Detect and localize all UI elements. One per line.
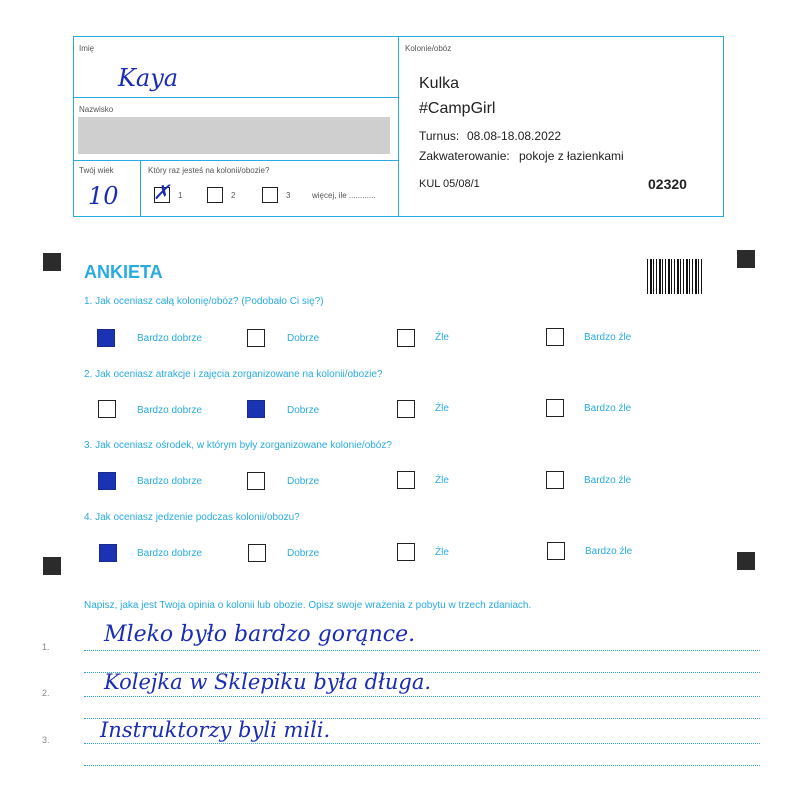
opinion-dotted-line — [84, 743, 760, 744]
q4-option-zle: Źle — [435, 547, 449, 558]
opinion-line-2[interactable]: Kolejka w Sklepiku była długa. — [104, 670, 432, 694]
barcode — [647, 259, 702, 294]
imie-label: Imię — [79, 44, 95, 53]
kolonia-label: Kolonie/obóz — [405, 44, 452, 53]
q4-checkbox-zle[interactable] — [397, 543, 415, 561]
q1-option-zle: Źle — [435, 332, 449, 343]
opinion-line-3[interactable]: Instruktorzy byli mili. — [100, 718, 331, 742]
header-divider-age-vertical — [140, 160, 141, 217]
zakwaterowanie-value: pokoje z łazienkami — [519, 149, 624, 163]
wiek-value[interactable]: 10 — [88, 182, 119, 210]
question-1: 1. Jak oceniasz całą kolonię/obóz? (Podobało Ci się?) — [84, 296, 324, 307]
q4-checkbox-dobrze[interactable] — [248, 544, 266, 562]
nazwisko-redacted — [78, 117, 390, 154]
q2-option-bardzo-dobrze: Bardzo dobrze — [137, 405, 203, 416]
turnus-value: 08.08-18.08.2022 — [467, 129, 562, 143]
check-mark-icon: ✗ — [153, 180, 170, 204]
q2-option-bardzo-zle: Bardzo źle — [584, 403, 632, 414]
registration-mark-top-right — [737, 250, 755, 268]
opinion-dotted-line — [84, 765, 760, 766]
q1-checkbox-bardzo-dobrze[interactable] — [97, 329, 115, 347]
q3-option-bardzo-zle: Bardzo źle — [584, 475, 632, 486]
q2-checkbox-bardzo-zle[interactable] — [546, 399, 564, 417]
survey-title: ANKIETA — [84, 262, 163, 282]
q2-checkbox-dobrze[interactable] — [247, 400, 265, 418]
opinion-line-number-3: 3. — [42, 735, 50, 745]
ktory-raz-option-3: 3 — [286, 191, 291, 200]
wiek-label: Twój wiek — [79, 166, 114, 175]
q3-option-bardzo-dobrze: Bardzo dobrze — [137, 476, 203, 487]
q3-option-dobrze: Dobrze — [287, 476, 320, 487]
ktory-raz-option-2: 2 — [231, 191, 236, 200]
question-3: 3. Jak oceniasz ośrodek, w którym były zorganizowane kolonie/obóz? — [84, 440, 392, 451]
q1-checkbox-bardzo-zle[interactable] — [546, 328, 564, 346]
q3-checkbox-zle[interactable] — [397, 471, 415, 489]
ktory-raz-more: więcej, ile ............ — [312, 191, 376, 200]
registration-mark-bottom-left — [43, 557, 61, 575]
q4-option-bardzo-dobrze: Bardzo dobrze — [137, 548, 203, 559]
q3-checkbox-dobrze[interactable] — [247, 472, 265, 490]
q4-option-bardzo-zle: Bardzo źle — [585, 546, 633, 557]
imie-value[interactable]: Kaya — [118, 64, 179, 92]
ktory-raz-option-1: 1 — [178, 191, 183, 200]
opinion-line-number-2: 2. — [42, 688, 50, 698]
q1-option-bardzo-dobrze: Bardzo dobrze — [137, 333, 203, 344]
q4-checkbox-bardzo-dobrze[interactable] — [99, 544, 117, 562]
question-4: 4. Jak oceniasz jedzenie podczas kolonii/obozu? — [84, 512, 300, 523]
q1-checkbox-zle[interactable] — [397, 329, 415, 347]
nazwisko-label: Nazwisko — [79, 105, 114, 114]
kolonia-number: 02320 — [648, 176, 687, 192]
header-divider-name — [73, 97, 398, 98]
opinion-dotted-line — [84, 696, 760, 697]
opinion-dotted-line — [84, 650, 760, 651]
kolonia-name: Kulka — [419, 75, 460, 92]
q2-checkbox-zle[interactable] — [397, 400, 415, 418]
ktory-raz-label: Który raz jesteś na kolonii/obozie? — [148, 166, 270, 175]
q2-checkbox-bardzo-dobrze[interactable] — [98, 400, 116, 418]
opinion-prompt: Napisz, jaka jest Twoja opinia o kolonii lub obozie. Opisz swoje wrażenia z pobytu w trzech zdaniach. — [84, 600, 532, 611]
q1-option-dobrze: Dobrze — [287, 333, 320, 344]
registration-mark-bottom-right — [737, 552, 755, 570]
registration-mark-top-left — [43, 253, 61, 271]
header-divider-age — [73, 160, 398, 161]
opinion-line-1[interactable]: Mleko było bardzo gorąnce. — [104, 622, 416, 647]
q4-option-dobrze: Dobrze — [287, 548, 320, 559]
q3-checkbox-bardzo-dobrze[interactable] — [98, 472, 116, 490]
q2-option-dobrze: Dobrze — [287, 405, 320, 416]
turnus-label: Turnus: — [419, 129, 460, 143]
header-divider-vertical — [398, 36, 399, 217]
q3-option-zle: Źle — [435, 475, 449, 486]
kolonia-code: KUL 05/08/1 — [419, 178, 480, 190]
zakwaterowanie-label: Zakwaterowanie: — [419, 149, 510, 163]
q2-option-zle: Źle — [435, 403, 449, 414]
question-2: 2. Jak oceniasz atrakcje i zajęcia zorganizowane na kolonii/obozie? — [84, 369, 383, 380]
opinion-line-number-1: 1. — [42, 642, 50, 652]
q1-checkbox-dobrze[interactable] — [247, 329, 265, 347]
ktory-raz-checkbox-3[interactable] — [262, 187, 278, 203]
kolonia-tag: #CampGirl — [419, 100, 496, 117]
ktory-raz-checkbox-2[interactable] — [207, 187, 223, 203]
ktory-raz-checkbox-1[interactable] — [153, 180, 170, 204]
q3-checkbox-bardzo-zle[interactable] — [546, 471, 564, 489]
q4-checkbox-bardzo-zle[interactable] — [547, 542, 565, 560]
q1-option-bardzo-zle: Bardzo źle — [584, 332, 632, 343]
